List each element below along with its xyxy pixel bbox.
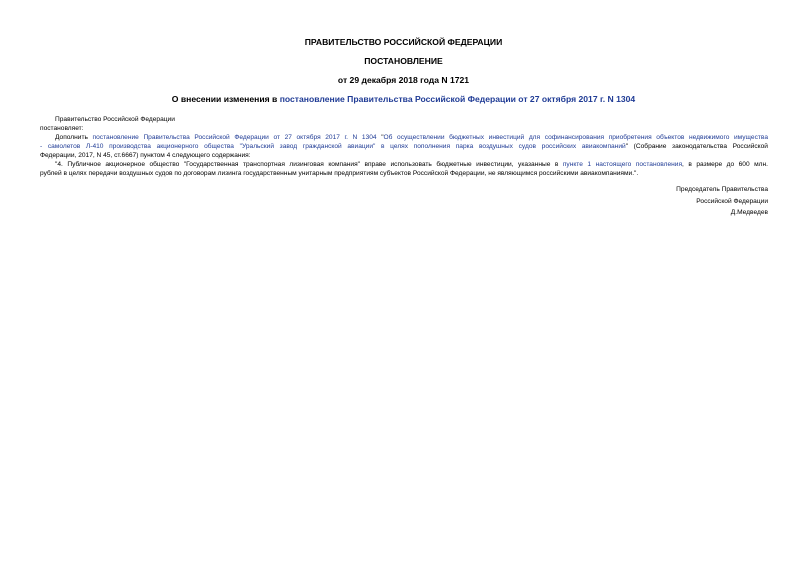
document-title	[0, 94, 807, 104]
point-1-link[interactable]: пункте 1 настоящего постановления	[562, 161, 683, 168]
date-number-heading: от 29 декабря 2018 года N 1721	[337, 75, 470, 85]
p1-quote: "	[376, 134, 384, 141]
paragraph-2-line-1	[40, 160, 768, 169]
paragraph-1-line-2	[40, 142, 768, 151]
p1-after: " (Собрание законодательства Российской	[625, 143, 768, 150]
decrees-line: постановляет:	[40, 125, 84, 132]
document-type-heading: ПОСТАНОВЛЕНИЕ	[364, 56, 443, 66]
signature-name: Д.Медведев	[730, 209, 768, 216]
decree-title-link-part-2[interactable]: - самолетов Л-410 производства акционерного общества "Уральский завод гражданской авиации" в целях пополнения парка воздушных судов российских авиакомпаний	[40, 143, 626, 150]
document-body	[40, 115, 768, 178]
paragraph-2-line-2: рублей в целях передачи воздушных судов по договорам лизинга государственным унитарным предприятиям субъектов Российской Федерации, не являющимся российскими авиакомпаниями.".	[40, 170, 639, 177]
p2-start: "4. Публичное акционерное общество "Государственная транспортная лизинговая компания" вправе использовать бюджетные инвестиции, указанные в	[55, 161, 563, 168]
p1-start: Дополнить	[55, 134, 93, 141]
p2-end: , в размере до 600 млн.	[682, 161, 768, 168]
decree-title-link-part-1[interactable]: Об осуществлении бюджетных инвестиций для софинансирования приобретения объектов недвижимого имущества	[383, 134, 768, 141]
decree-link[interactable]: постановление Правительства Российской Федерации от 27 октября 2017 г. N 1304	[92, 134, 377, 141]
signature-block	[676, 184, 768, 219]
government-heading: ПРАВИТЕЛЬСТВО РОССИЙСКОЙ ФЕДЕРАЦИИ	[304, 37, 503, 47]
issuer-line: Правительство Российской Федерации	[55, 116, 175, 123]
paragraph-1-line-3: Федерации, 2017, N 45, ст.6667) пунктом 4 следующего содержания:	[40, 152, 251, 159]
paragraph-1-line-1	[40, 133, 768, 142]
title-prefix: О внесении изменения в	[171, 94, 280, 104]
signature-role-2: Российской Федерации	[696, 197, 768, 205]
title-decree-link[interactable]: постановление Правительства Российской Федерации от 27 октября 2017 г. N 1304	[279, 94, 636, 104]
signature-role-1: Председатель Правительства	[676, 186, 768, 193]
